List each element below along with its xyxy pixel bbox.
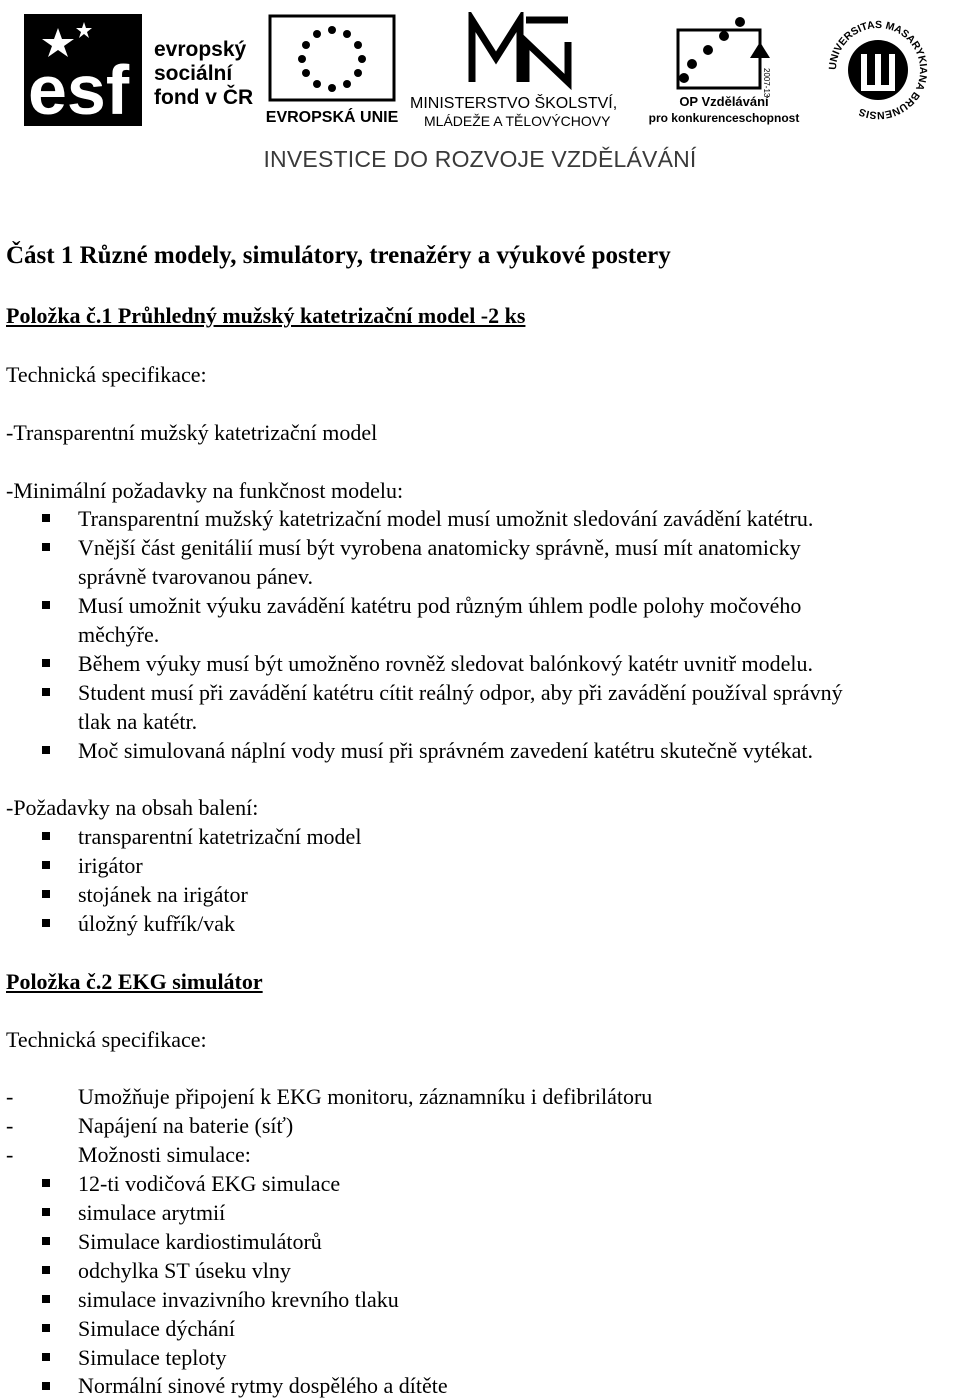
bullet-icon — [42, 1237, 50, 1245]
opvk-logo — [648, 12, 800, 128]
msmt-line2: MLÁDEŽE A TĚLOVÝCHOVY — [424, 113, 611, 129]
bullet-icon — [42, 1295, 50, 1303]
list-item: Simulace dýchání — [78, 1316, 236, 1341]
bullet-icon — [42, 1179, 50, 1187]
opvk-dots-icon — [679, 17, 745, 83]
esf-mark: esf — [28, 51, 130, 126]
list-item-continuation: správně tvarovanou pánev. — [78, 564, 313, 589]
eu-logo — [262, 14, 402, 126]
bullet-icon — [42, 746, 50, 754]
bullet-icon — [42, 688, 50, 696]
list-item: 12-ti vodičová EKG simulace — [78, 1171, 341, 1196]
item1-title: Položka č.1 Průhledný mužský katetrizační model -2 ks — [6, 303, 526, 328]
eu-label: EVROPSKÁ UNIE — [265, 109, 399, 126]
opvk-years: 2007-13 — [762, 68, 771, 98]
list-item-continuation: měchýře. — [78, 622, 160, 647]
list-item: Možnosti simulace: — [78, 1142, 251, 1167]
bullet-icon — [42, 919, 50, 927]
esf-line3: fond v ČR — [154, 86, 254, 109]
msmt-mark-icon — [472, 20, 568, 82]
list-item: Moč simulovaná náplní vody musí při správném zavedení katétru skutečně vytékat. — [78, 738, 813, 763]
bullet-icon — [42, 1324, 50, 1332]
list-item: Student musí při zavádění katétru cítit reálný odpor, aby při zavádění používal správný — [78, 680, 843, 705]
list-item: Napájení na baterie (síť) — [78, 1113, 294, 1138]
opvk-line1: OP Vzdělávání — [679, 94, 769, 109]
bullet-icon — [42, 601, 50, 609]
bullet-icon — [42, 543, 50, 551]
list-item: Normální sinové rytmy dospělého a dítěte — [78, 1373, 448, 1398]
banner-text: INVESTICE DO ROZVOJE VZDĚLÁVÁNÍ — [263, 146, 697, 172]
list-item: Vnější část genitálií musí být vyrobena anatomicky správně, musí mít anatomicky — [78, 535, 801, 560]
list-item: Musí umožnit výuku zavádění katétru pod různým úhlem podle polohy močového — [78, 593, 802, 618]
bullet-icon — [42, 1353, 50, 1361]
item1-spec-label: Technická specifikace: — [6, 362, 207, 387]
list-item: simulace invazivního krevního tlaku — [78, 1287, 399, 1312]
list-item: stojánek na irigátor — [78, 882, 248, 907]
item1-req-label: -Minimální požadavky na funkčnost modelu: — [6, 478, 404, 503]
list-item: Během výuky musí být umožněno rovněž sledovat balónkový katétr uvnitř modelu. — [78, 651, 814, 676]
list-item: Transparentní mužský katetrizační model musí umožnit sledování zavádění katétru. — [78, 506, 814, 531]
item2-title: Položka č.2 EKG simulátor — [6, 969, 263, 994]
bullet-icon — [42, 659, 50, 667]
bullet-icon — [42, 514, 50, 522]
list-item: úložný kufřík/vak — [78, 911, 236, 936]
list-item: Simulace kardiostimulátorů — [78, 1229, 322, 1254]
list-item: simulace arytmií — [78, 1200, 226, 1225]
item1-pack-label: -Požadavky na obsah balení: — [6, 795, 259, 820]
list-item: odchylka ST úseku vlny — [78, 1258, 291, 1283]
opvk-arrow-icon — [750, 42, 770, 58]
bullet-icon — [42, 832, 50, 840]
list-item: irigátor — [78, 853, 143, 878]
list-item: Simulace teploty — [78, 1345, 227, 1370]
dash-marker: - — [6, 1142, 14, 1167]
bullet-icon — [42, 890, 50, 898]
list-item: Umožňuje připojení k EKG monitoru, záznamníku i defibrilátoru — [78, 1084, 653, 1109]
esf-logo — [24, 14, 256, 126]
esf-line2: sociální — [154, 62, 233, 85]
mu-seal-text: UNIVERSITAS MASARYKIANA BRUNENSIS — [826, 18, 930, 122]
dash-marker: - — [6, 1084, 14, 1109]
bullet-icon — [42, 1208, 50, 1216]
bullet-icon — [42, 861, 50, 869]
mu-seal-logo — [822, 14, 934, 126]
msmt-line1: MINISTERSTVO ŠKOLSTVÍ, — [410, 95, 618, 112]
item2-spec-label: Technická specifikace: — [6, 1027, 207, 1052]
opvk-line2: pro konkurenceschopnost — [648, 111, 800, 125]
msmt-logo — [408, 12, 644, 130]
bullet-icon — [42, 1382, 50, 1390]
header-logos — [0, 0, 960, 140]
list-item: transparentní katetrizační model — [78, 824, 362, 849]
item1-model-line: -Transparentní mužský katetrizační model — [6, 420, 378, 445]
list-item-continuation: tlak na katétr. — [78, 709, 198, 734]
part-title: Část 1 Různé modely, simulátory, trenažéry a výukové postery — [6, 242, 671, 269]
dash-marker: - — [6, 1113, 14, 1138]
bullet-icon — [42, 1266, 50, 1274]
esf-line1: evropský — [154, 38, 247, 61]
